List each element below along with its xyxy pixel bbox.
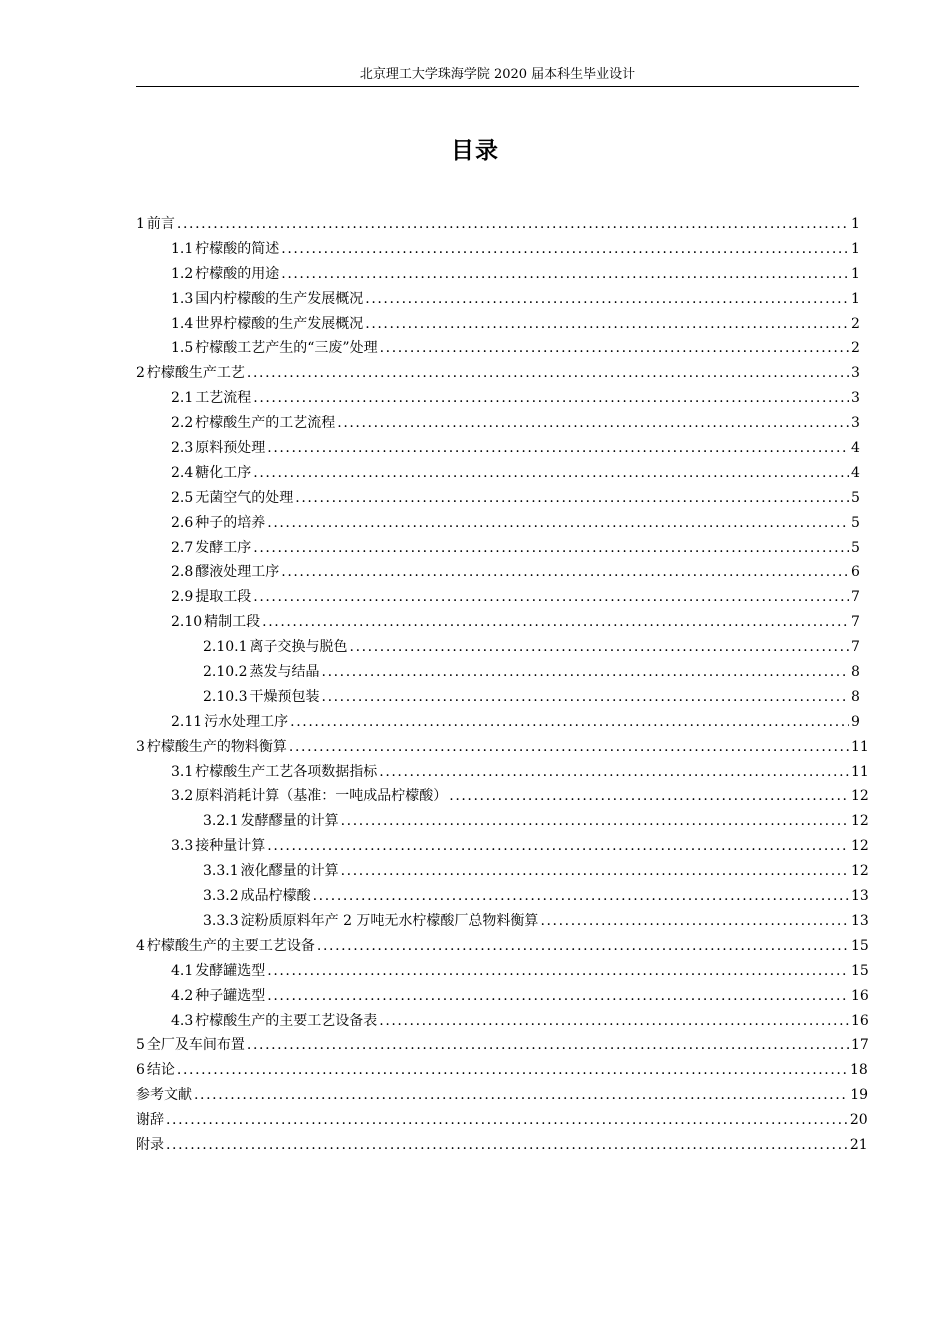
dot-leader [365, 312, 849, 337]
toc-entry-page-number: 5 [851, 514, 860, 531]
toc-entry[interactable] [136, 536, 859, 561]
dot-leader [267, 984, 849, 1009]
toc-entry-page-number: 18 [850, 1062, 868, 1079]
toc-entry-number: 2.5 [171, 489, 194, 506]
toc-entry-number: 2.1 [171, 390, 194, 407]
toc-entry[interactable] [136, 660, 859, 685]
toc-entry-title: 接种量计算 [195, 838, 266, 855]
toc-entry[interactable] [136, 511, 859, 536]
toc-entry-title: 液化醪量的计算 [240, 863, 339, 880]
toc-entry[interactable] [136, 884, 869, 909]
toc-entry-page-number: 12 [851, 813, 869, 830]
toc-entry-title: 蒸发与结晶 [249, 664, 320, 681]
toc-entry-title: 淀粉质原料年产 2 万吨无水柠檬酸厂总物料衡算 [240, 912, 539, 929]
toc-entry[interactable] [136, 237, 859, 262]
toc-entry-number: 4.3 [171, 1012, 194, 1029]
toc-entry[interactable] [136, 1058, 868, 1083]
toc-entry-page-number: 13 [851, 888, 869, 905]
toc-entry-title: 附录 [136, 1136, 164, 1153]
toc-entry-number: 2.10.3 [203, 688, 248, 705]
toc-entry-page-number: 16 [851, 987, 869, 1004]
dot-leader [267, 834, 849, 859]
toc-entry[interactable] [136, 984, 869, 1009]
toc-entry-number: 4.2 [171, 987, 194, 1004]
dot-leader [322, 685, 849, 710]
toc-entry-page-number: 12 [851, 838, 869, 855]
dot-leader [322, 660, 849, 685]
dot-leader [267, 959, 849, 984]
toc-entry[interactable] [136, 685, 859, 710]
toc-entry[interactable] [136, 585, 859, 610]
dot-leader [379, 1009, 849, 1034]
toc-entry-title: 无菌空气的处理 [195, 489, 294, 506]
toc-entry-number: 5 [136, 1037, 145, 1054]
toc-entry-number: 3.3.1 [203, 863, 239, 880]
dot-leader [379, 760, 849, 785]
toc-entry[interactable] [136, 212, 859, 237]
toc-entry-title: 离子交换与脱色 [249, 639, 348, 656]
toc-entry-title: 柠檬酸生产的主要工艺设备 [146, 937, 315, 954]
toc-entry-title: 醪液处理工序 [195, 564, 280, 581]
toc-entry[interactable] [136, 436, 859, 461]
toc-entry-page-number: 1 [851, 216, 860, 232]
toc-entry[interactable] [136, 959, 869, 984]
toc-entry[interactable] [136, 312, 859, 337]
toc-entry-title: 成品柠檬酸 [240, 888, 311, 905]
toc-entry[interactable] [136, 1033, 869, 1058]
toc-entry[interactable] [136, 336, 859, 361]
toc-entry[interactable] [136, 361, 859, 386]
toc-entry-title: 发酵工序 [195, 539, 252, 556]
toc-entry-page-number: 21 [849, 1136, 868, 1153]
dot-leader [194, 1083, 848, 1108]
toc-entry-title: 提取工段 [195, 589, 252, 606]
toc-entry-number: 2.8 [171, 564, 194, 581]
toc-entry-number: 1.1 [171, 240, 194, 257]
toc-entry-title: 种子的培养 [195, 514, 266, 531]
toc-entry-page-number: 3 [851, 415, 860, 432]
dot-leader [166, 1133, 848, 1158]
toc-entry-number: 3 [136, 738, 145, 755]
toc-entry-title: 世界柠檬酸的生产发展概况 [195, 315, 364, 332]
toc-entry-page-number: 7 [851, 589, 860, 606]
toc-entry[interactable] [136, 1108, 868, 1133]
toc-entry-title: 参考文献 [136, 1087, 192, 1104]
toc-entry[interactable] [136, 909, 869, 934]
toc-entry-page-number: 8 [851, 688, 860, 705]
toc-entry[interactable] [136, 784, 869, 809]
toc-entry-title: 工艺流程 [195, 390, 252, 407]
toc-entry-title: 柠檬酸的用途 [195, 265, 280, 282]
toc-entry[interactable] [136, 710, 859, 735]
dot-leader [289, 735, 849, 760]
toc-entry[interactable] [136, 635, 859, 660]
toc-entry[interactable] [136, 1133, 868, 1158]
toc-entry[interactable] [136, 486, 859, 511]
table-of-contents [136, 212, 869, 1158]
dot-leader [350, 635, 849, 660]
toc-entry-page-number: 20 [849, 1112, 868, 1129]
dot-leader [267, 511, 849, 536]
toc-entry-title: 柠檬酸生产的工艺流程 [195, 415, 336, 432]
toc-entry-number: 2.7 [171, 539, 194, 556]
dot-leader [253, 461, 849, 486]
toc-entry-number: 3.2.1 [203, 813, 239, 830]
toc-entry-title: 全厂及车间布置 [146, 1037, 245, 1054]
toc-entry-number: 1 [136, 216, 145, 232]
toc-entry-number: 1.5 [171, 340, 194, 357]
toc-entry-page-number: 15 [851, 962, 869, 979]
toc-entry[interactable] [136, 411, 859, 436]
toc-entry-title: 污水处理工序 [204, 713, 289, 730]
toc-entry-page-number: 4 [851, 440, 860, 457]
toc-entry-title: 柠檬酸生产的主要工艺设备表 [195, 1012, 378, 1029]
page-title: 目录 [451, 138, 499, 164]
dot-leader [295, 486, 849, 511]
toc-entry-page-number: 1 [851, 265, 860, 282]
dot-leader [313, 884, 849, 909]
toc-entry-page-number: 13 [851, 912, 869, 929]
toc-entry-title: 柠檬酸生产的物料衡算 [146, 738, 287, 755]
toc-entry-title: 前言 [146, 216, 175, 232]
toc-entry-number: 2.4 [171, 464, 194, 481]
toc-entry-page-number: 6 [851, 564, 860, 581]
toc-entry[interactable] [136, 1083, 869, 1108]
toc-entry-page-number: 2 [851, 340, 860, 357]
toc-entry-page-number: 3 [851, 365, 860, 382]
toc-entry-number: 2.11 [171, 713, 203, 730]
dot-leader [253, 386, 849, 411]
toc-entry-title: 干燥预包装 [249, 688, 320, 705]
toc-entry-title: 结论 [146, 1062, 175, 1079]
dot-leader [540, 909, 849, 934]
dot-leader [337, 411, 849, 436]
toc-entry-title: 柠檬酸的简述 [195, 240, 280, 257]
toc-entry-number: 1.3 [171, 290, 194, 307]
toc-entry[interactable] [136, 262, 859, 287]
dot-leader [317, 934, 849, 959]
toc-entry[interactable] [136, 461, 859, 486]
toc-entry-title: 糖化工序 [195, 464, 252, 481]
toc-entry-title: 发酵醪量的计算 [240, 813, 339, 830]
toc-entry-number: 2.2 [171, 415, 194, 432]
dot-leader [281, 262, 849, 287]
toc-entry-number: 2 [136, 365, 145, 382]
toc-entry-page-number: 1 [851, 240, 860, 257]
toc-entry-title: 精制工段 [204, 614, 261, 631]
toc-entry-number: 2.10 [171, 614, 203, 631]
toc-entry[interactable] [136, 735, 869, 760]
dot-leader [341, 809, 849, 834]
toc-entry-page-number: 12 [851, 788, 869, 805]
toc-entry-title: 原料预处理 [195, 440, 266, 457]
toc-entry-title: 发酵罐选型 [195, 962, 266, 979]
toc-entry-page-number: 8 [851, 664, 860, 681]
toc-entry[interactable] [136, 1009, 869, 1034]
toc-entry-page-number: 12 [851, 863, 869, 880]
toc-entry-page-number: 19 [850, 1087, 869, 1104]
toc-entry[interactable] [136, 560, 859, 585]
toc-entry-number: 2.9 [171, 589, 194, 606]
toc-entry-page-number: 7 [851, 614, 860, 631]
toc-entry-number: 3.3.2 [203, 888, 239, 905]
page-header [136, 66, 859, 87]
toc-entry-number: 4 [136, 937, 145, 954]
dot-leader [281, 560, 849, 585]
toc-entry[interactable] [136, 834, 869, 859]
dot-leader [449, 784, 849, 809]
toc-entry-title: 谢辞 [136, 1112, 164, 1129]
toc-entry-number: 3.3.3 [203, 912, 239, 929]
toc-entry-page-number: 4 [851, 464, 860, 481]
toc-entry-page-number: 1 [851, 290, 860, 307]
toc-entry-number: 3.3 [171, 838, 194, 855]
dot-leader [341, 859, 849, 884]
toc-entry-title: 国内柠檬酸的生产发展概况 [195, 290, 364, 307]
toc-entry[interactable] [136, 934, 869, 959]
toc-entry-page-number: 2 [851, 315, 860, 332]
toc-entry-number: 3.2 [171, 788, 194, 805]
toc-entry-number: 4.1 [171, 962, 194, 979]
toc-entry[interactable] [136, 610, 859, 635]
dot-leader [247, 1033, 849, 1058]
toc-entry-number: 2.10.2 [203, 664, 248, 681]
toc-entry-page-number: 11 [851, 738, 869, 755]
toc-entry-number: 1.4 [171, 315, 194, 332]
header-text: 北京理工大学珠海学院 2020 届本科生毕业设计 [359, 67, 636, 82]
toc-entry-number: 6 [136, 1062, 145, 1079]
dot-leader [247, 361, 849, 386]
dot-leader [267, 436, 849, 461]
dot-leader [281, 237, 849, 262]
toc-entry-number: 1.2 [171, 265, 194, 282]
toc-entry-page-number: 5 [851, 489, 860, 506]
toc-entry-title: 柠檬酸生产工艺各项数据指标 [195, 763, 378, 780]
toc-entry-page-number: 9 [851, 713, 860, 730]
toc-entry[interactable] [136, 760, 869, 785]
toc-entry-title: 种子罐选型 [195, 987, 266, 1004]
toc-entry-number: 3.1 [171, 763, 194, 780]
toc-entry-title: 柠檬酸生产工艺 [146, 365, 245, 382]
dot-leader [177, 212, 849, 237]
toc-entry-number: 2.3 [171, 440, 194, 457]
toc-entry-title: 柠檬酸工艺产生的“三废”处理 [195, 340, 378, 357]
toc-entry[interactable] [136, 287, 859, 312]
toc-entry-number: 2.6 [171, 514, 194, 531]
dot-leader [177, 1058, 848, 1083]
dot-leader [262, 610, 849, 635]
toc-entry-title: 原料消耗计算（基准：一吨成品柠檬酸） [195, 788, 448, 805]
toc-entry-page-number: 16 [851, 1012, 869, 1029]
toc-entry-page-number: 7 [851, 639, 860, 656]
dot-leader [365, 287, 849, 312]
toc-entry[interactable] [136, 386, 859, 411]
toc-entry-page-number: 3 [851, 390, 860, 407]
toc-entry[interactable] [136, 859, 869, 884]
dot-leader [290, 710, 849, 735]
toc-entry-page-number: 5 [851, 539, 860, 556]
toc-entry[interactable] [136, 809, 869, 834]
toc-entry-page-number: 15 [851, 937, 869, 954]
toc-entry-page-number: 17 [850, 1037, 869, 1054]
toc-entry-page-number: 11 [851, 763, 869, 780]
dot-leader [253, 585, 849, 610]
dot-leader [380, 336, 849, 361]
toc-entry-number: 2.10.1 [203, 639, 248, 656]
dot-leader [253, 536, 849, 561]
dot-leader [166, 1108, 848, 1133]
